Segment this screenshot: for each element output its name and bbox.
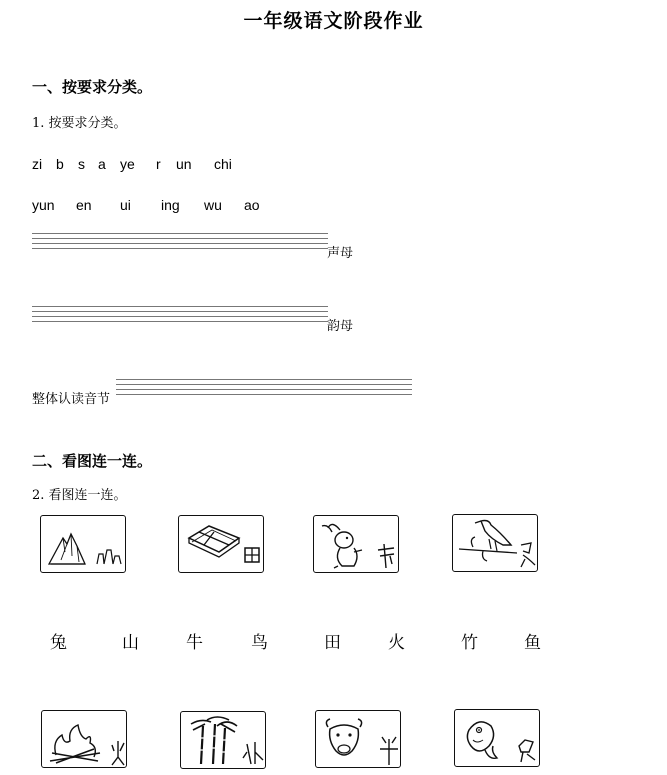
pinyin-item: b [56,156,64,172]
pinyin-row-1 [0,156,667,176]
bird-icon [453,515,539,573]
zhengti-label: 整体认读音节 [32,392,111,407]
character-item[interactable]: 鱼 [524,633,541,653]
fish-icon [455,710,541,768]
field-picture-card[interactable] [178,515,264,573]
pinyin-item: zi [32,156,43,172]
character-item[interactable]: 牛 [186,633,203,653]
question-2 [32,484,127,503]
question-2-number: 2. [32,488,45,503]
bamboo-icon [181,712,267,770]
shengmu-label: 声母 [327,246,354,261]
pinyin-row-2 [0,197,667,217]
bamboo-picture-card[interactable] [180,711,266,769]
yunmu-label: 韵母 [327,319,354,334]
pinyin-item: ao [244,197,260,213]
fire-icon [42,711,128,769]
pinyin-item: ing [161,197,180,213]
fire-picture-card[interactable] [41,710,127,768]
character-item[interactable]: 火 [388,633,405,653]
pinyin-item: r [156,156,161,172]
question-1 [32,112,127,131]
character-item[interactable]: 兔 [50,633,67,653]
yunmu-writing-lines[interactable] [32,306,328,326]
question-1-number: 1. [32,116,45,131]
question-2-text: 看图连一连。 [48,488,127,503]
character-item[interactable]: 山 [122,633,139,653]
page-title: 一年级语文阶段作业 [243,10,424,32]
pinyin-item: ui [120,197,131,213]
pinyin-item: un [176,156,192,172]
section2-heading: 二、看图连一连。 [32,452,153,470]
character-item[interactable]: 鸟 [251,633,268,653]
mountain-icon [41,516,127,574]
character-item[interactable]: 竹 [461,633,478,653]
bird-picture-card[interactable] [452,514,538,572]
section1-heading: 一、按要求分类。 [32,78,153,96]
mountain-picture-card[interactable] [40,515,126,573]
pinyin-item: wu [204,197,222,213]
pinyin-item: chi [214,156,232,172]
field-icon [179,516,265,574]
pinyin-item: s [78,156,85,172]
zhengti-writing-lines[interactable] [116,379,412,399]
character-item[interactable]: 田 [324,633,341,653]
fish-picture-card[interactable] [454,709,540,767]
rabbit-icon [314,516,400,574]
ox-icon [316,711,402,769]
rabbit-picture-card[interactable] [313,515,399,573]
pinyin-item: yun [32,197,55,213]
pinyin-item: en [76,197,92,213]
shengmu-writing-lines[interactable] [32,233,328,253]
pinyin-item: ye [120,156,135,172]
pinyin-item: a [98,156,106,172]
ox-picture-card[interactable] [315,710,401,768]
question-1-text: 按要求分类。 [48,116,127,131]
